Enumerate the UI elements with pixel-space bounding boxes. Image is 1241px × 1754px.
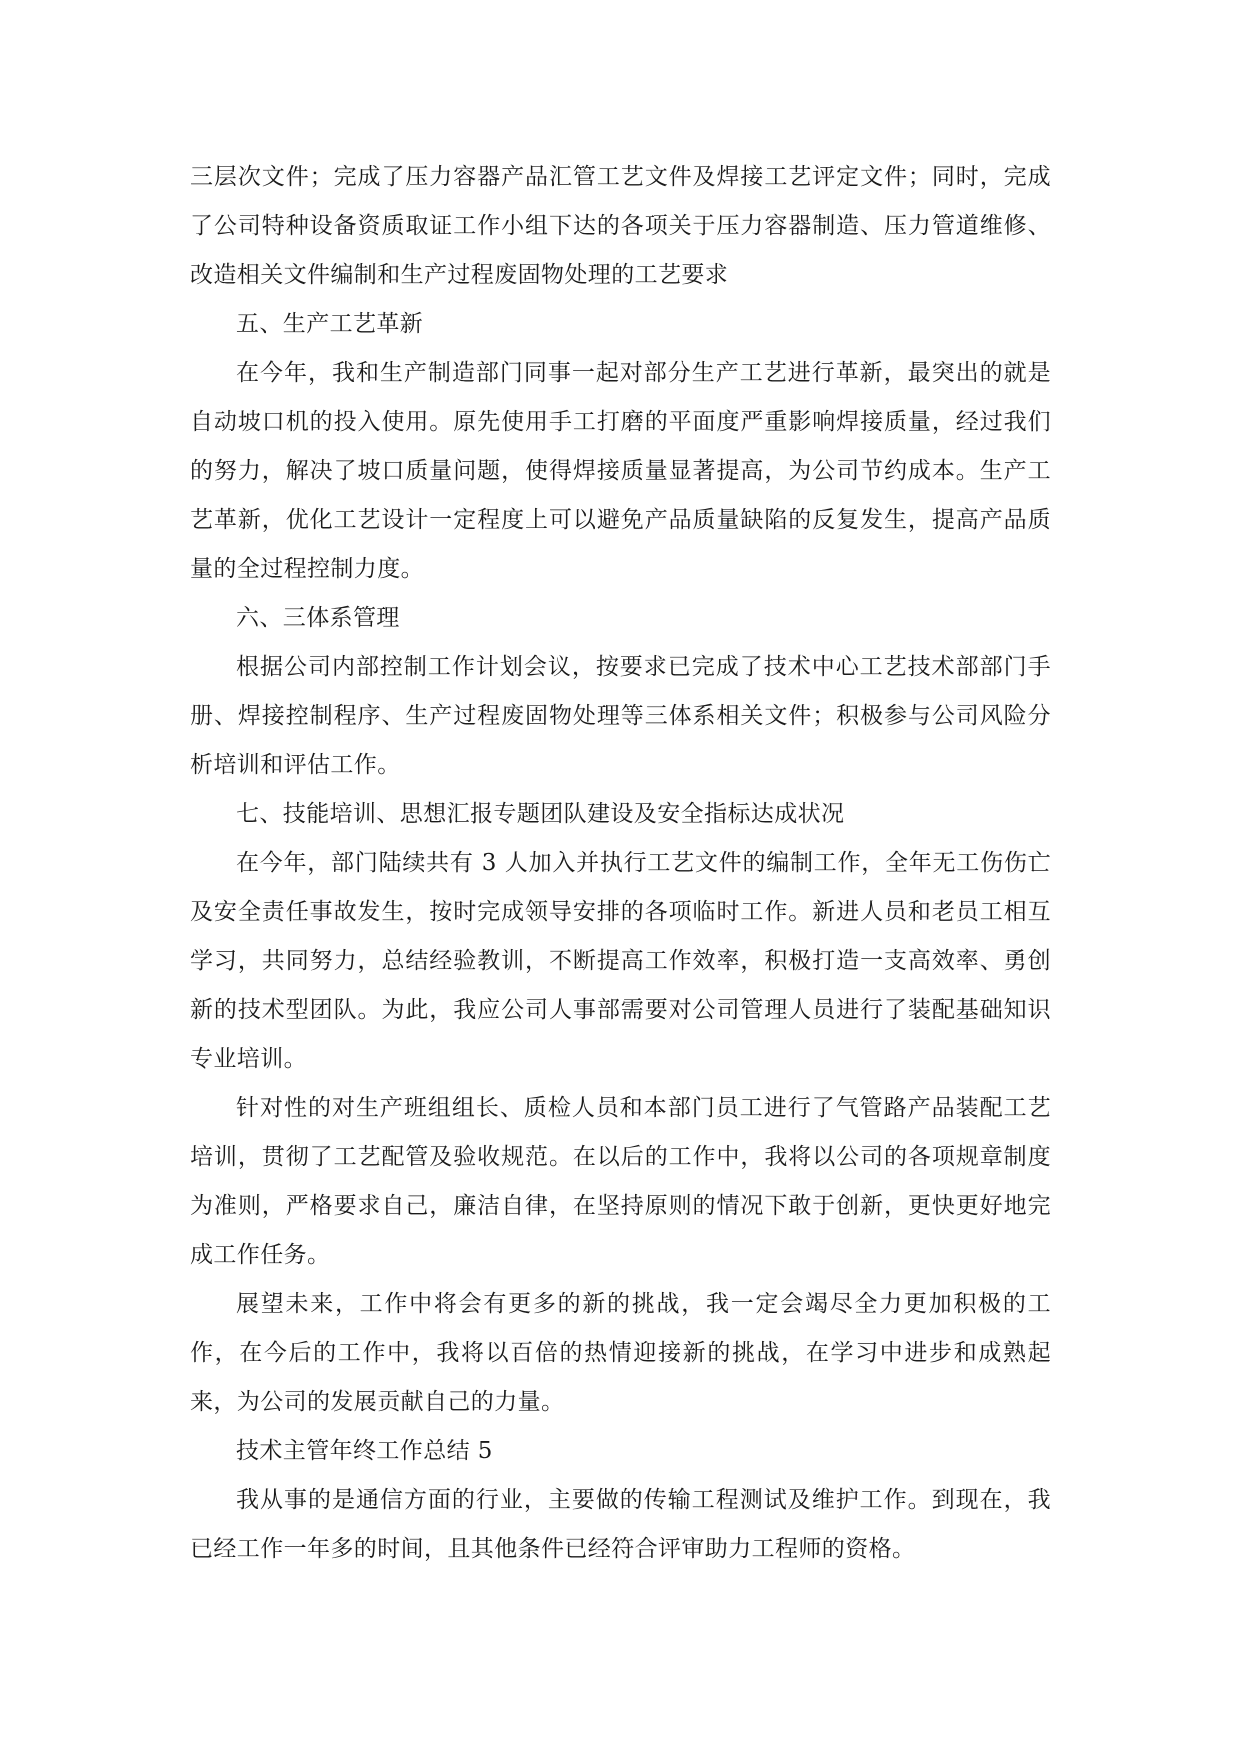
paragraph-team-building: 在今年，部门陆续共有 3 人加入并执行工艺文件的编制工作，全年无工伤伤亡及安全责任事故发生，按时完成领导安排的各项临时工作。新进人员和老员工相互学习，共同努力，总结经验教训，不断提高工作效率，积极打造一支高效率、勇创新的技术型团队。为此，我应公司人事部需要对公司管理人员进行了装配基础知识专业培训。 <box>190 850 1051 1072</box>
paragraph-telecom-intro: 我从事的是通信方面的行业，主要做的传输工程测试及维护工作。到现在，我已经工作一年多的时间，且其他条件已经符合评审助力工程师的资格。 <box>190 1487 1051 1562</box>
document-body <box>190 153 1051 1574</box>
paragraph-outlook: 展望未来，工作中将会有更多的新的挑战，我一定会竭尽全力更加积极的工作，在今后的工作中，我将以百倍的热情迎接新的挑战，在学习中进步和成熟起来，为公司的发展贡献自己的力量。 <box>190 1291 1051 1415</box>
summary-title-5: 技术主管年终工作总结 5 <box>236 1438 493 1464</box>
paragraph-continued: 三层次文件；完成了压力容器产品汇管工艺文件及焊接工艺评定文件；同时，完成了公司特种设备资质取证工作小组下达的各项关于压力容器制造、压力管道维修、改造相关文件编制和生产过程废固物处理的工艺要求 <box>190 164 1051 288</box>
section-heading-7: 七、技能培训、思想汇报专题团队建设及安全指标达成状况 <box>236 801 845 827</box>
section-heading-5: 五、生产工艺革新 <box>236 311 424 337</box>
paragraph-three-systems: 根据公司内部控制工作计划会议，按要求已完成了技术中心工艺技术部部门手册、焊接控制程序、生产过程废固物处理等三体系相关文件；积极参与公司风险分析培训和评估工作。 <box>190 654 1051 778</box>
section-heading-6: 六、三体系管理 <box>236 605 400 631</box>
paragraph-process-innovation: 在今年，我和生产制造部门同事一起对部分生产工艺进行革新，最突出的就是自动坡口机的投入使用。原先使用手工打磨的平面度严重影响焊接质量，经过我们的努力，解决了坡口质量问题，使得焊接质量显著提高，为公司节约成本。生产工艺革新，优化工艺设计一定程度上可以避免产品质量缺陷的反复发生，提高产品质量的全过程控制力度。 <box>190 360 1051 582</box>
paragraph-training: 针对性的对生产班组组长、质检人员和本部门员工进行了气管路产品装配工艺培训，贯彻了工艺配管及验收规范。在以后的工作中，我将以公司的各项规章制度为准则，严格要求自己，廉洁自律，在坚持原则的情况下敢于创新，更快更好地完成工作任务。 <box>190 1095 1051 1268</box>
